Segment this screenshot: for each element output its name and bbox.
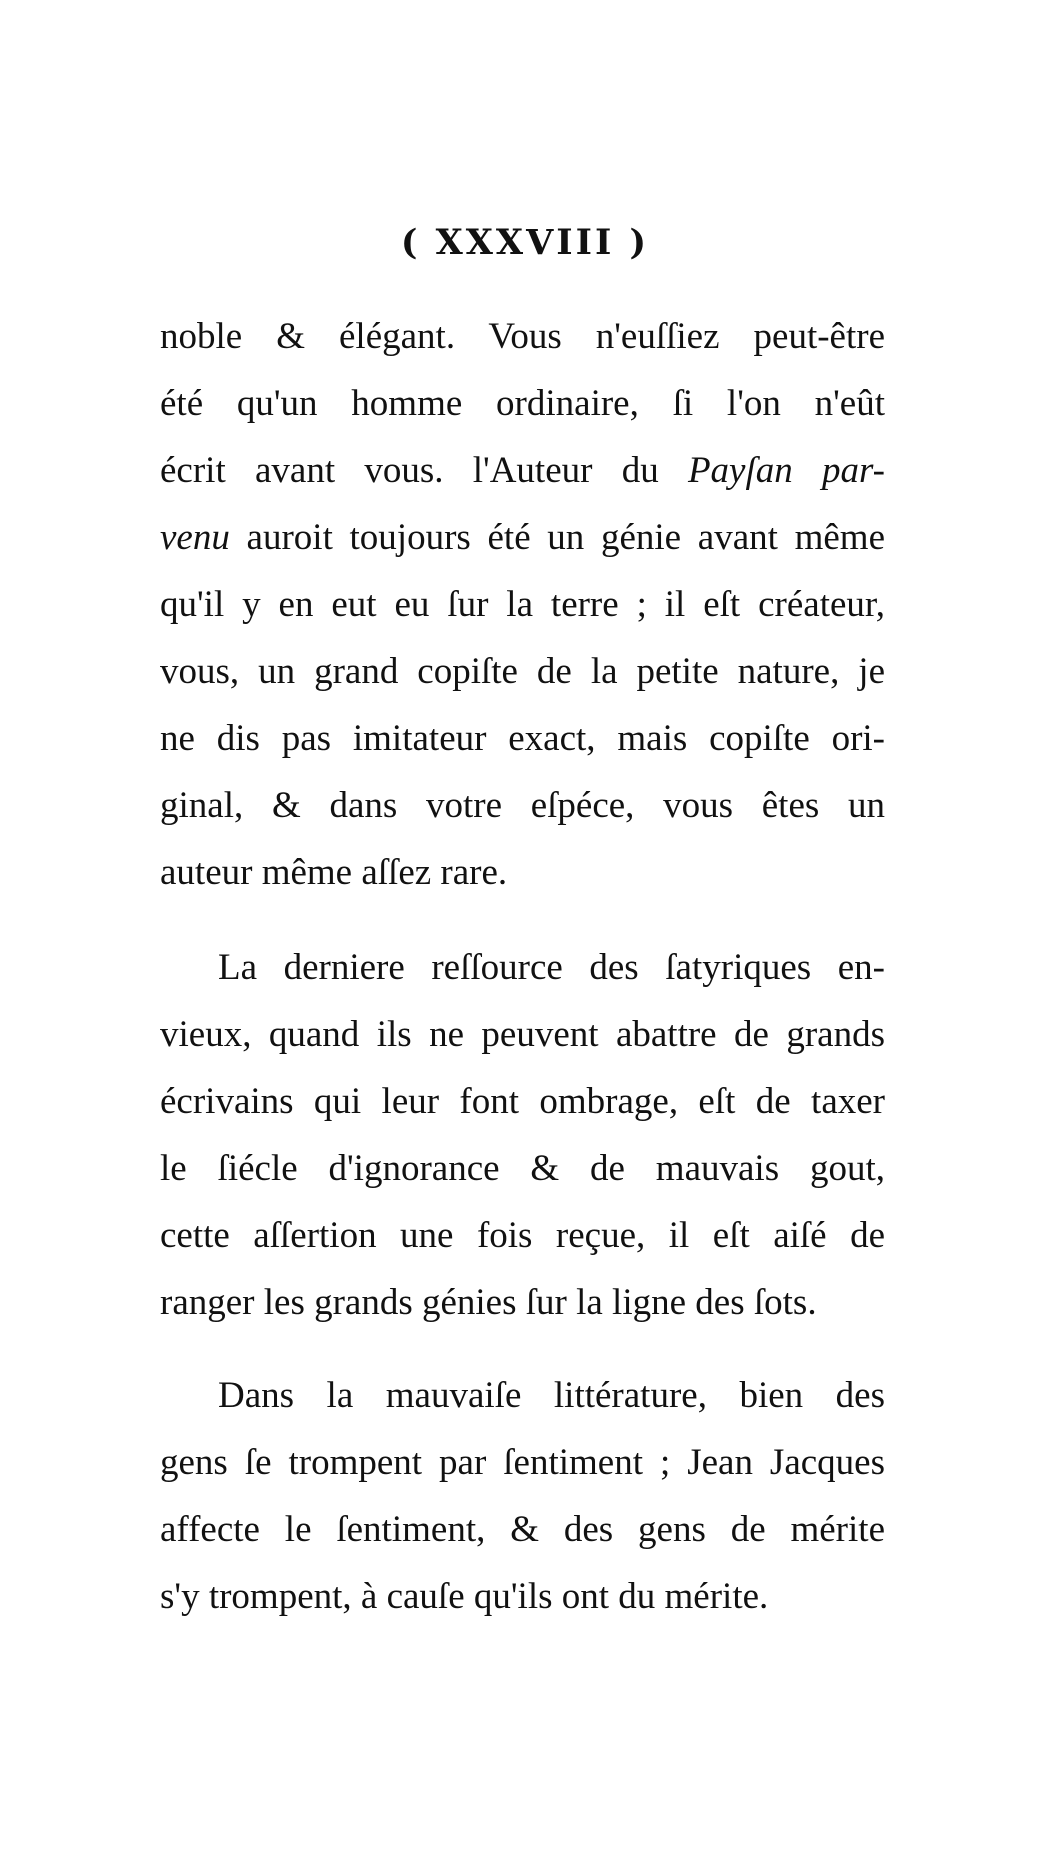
text-line: affecte le ſentiment, & des gens de mérite: [160, 1509, 885, 1550]
page-number: ( XXXVIII ): [400, 222, 650, 263]
text-line: [160, 437, 885, 504]
text-line: ranger les grands génies ſur la ligne des ſots.: [160, 1282, 817, 1323]
paragraph-2: [160, 934, 885, 1336]
text-line: auteur même aſſez rare.: [160, 852, 508, 893]
text-line-segment: écrit avant vous. l'Auteur du: [160, 450, 688, 491]
text-line: cette aſſertion une fois reçue, il eſt aiſé de: [160, 1215, 885, 1256]
text-line: ginal, & dans votre eſpéce, vous êtes un: [160, 785, 885, 826]
paragraph-1: [160, 303, 885, 906]
text-line-segment: auroit toujours été un génie avant même: [246, 517, 885, 558]
paragraph-3: [160, 1362, 885, 1630]
book-title-italic: venu: [160, 517, 230, 558]
text-line: gens ſe trompent par ſentiment ; Jean Jacques: [160, 1442, 885, 1483]
text-line: Dans la mauvaiſe littérature, bien des: [218, 1375, 885, 1416]
text-line: s'y trompent, à cauſe qu'ils ont du mérite.: [160, 1576, 769, 1617]
book-title-italic: Payſan par-: [687, 450, 885, 491]
text-line: été qu'un homme ordinaire, ſi l'on n'eût: [160, 383, 885, 424]
text-line: noble & élégant. Vous n'euſſiez peut-être: [160, 316, 885, 357]
text-line: le ſiécle d'ignorance & de mauvais gout,: [160, 1148, 885, 1189]
text-line: La derniere reſſource des ſatyriques en-: [218, 947, 885, 988]
text-line: vous, un grand copiſte de la petite nature, je: [160, 651, 885, 692]
text-line: vieux, quand ils ne peuvent abattre de grands: [160, 1014, 885, 1055]
text-line: ne dis pas imitateur exact, mais copiſte ori-: [160, 718, 885, 759]
text-line: [160, 504, 885, 571]
text-line: écrivains qui leur font ombrage, eſt de taxer: [160, 1081, 885, 1122]
text-line: qu'il y en eut eu ſur la terre ; il eſt créateur,: [160, 584, 885, 625]
